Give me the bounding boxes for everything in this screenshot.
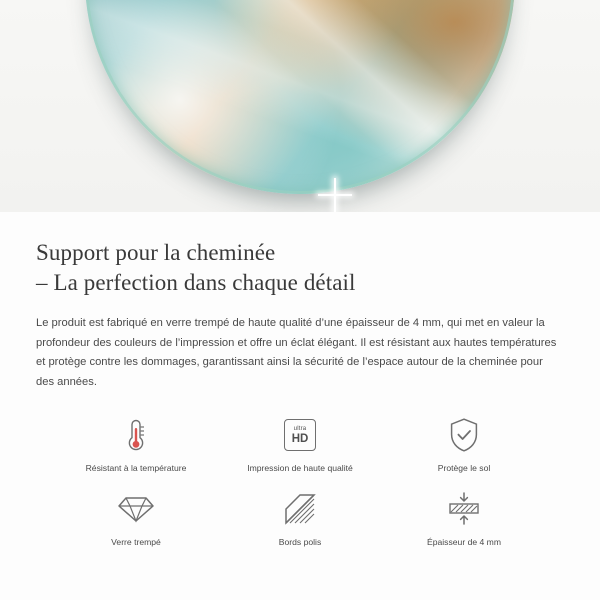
feature-item-print-quality bbox=[218, 414, 382, 474]
hero-image bbox=[0, 0, 600, 212]
ultra-hd-badge-top: ultra bbox=[293, 425, 307, 432]
page-title-line-2: – La perfection dans chaque détail bbox=[36, 270, 356, 295]
diamond-icon bbox=[117, 488, 155, 530]
description-paragraph: Le produit est fabriqué en verre trempé de haute qualité d’une épaisseur de 4 mm, qui met en valeur la profondeur des couleurs de l’impression et offre un éclat élégant. Il est résistant aux hautes températures et protège contre les dommages, garantissant ainsi la sécurité de l’espace autour de la cheminée pour des années. bbox=[36, 317, 557, 388]
content-block bbox=[0, 212, 600, 548]
feature-item-polished-edges bbox=[218, 488, 382, 548]
feature-label: Épaisseur de 4 mm bbox=[426, 537, 502, 547]
feature-item-temperature bbox=[54, 414, 218, 474]
shield-check-icon bbox=[448, 414, 480, 456]
polished-edges-icon bbox=[283, 488, 317, 530]
feature-label: Impression de haute qualité bbox=[247, 463, 353, 473]
feature-grid bbox=[36, 414, 564, 548]
ultra-hd-icon bbox=[284, 414, 316, 456]
round-glass-panel-image bbox=[85, 0, 515, 194]
feature-label: Résistant à la température bbox=[85, 463, 187, 473]
feature-label: Bords polis bbox=[278, 537, 322, 547]
page-title bbox=[36, 238, 564, 298]
page-title-line-1: Support pour la cheminée bbox=[36, 240, 276, 265]
feature-item-floor-protection bbox=[382, 414, 546, 474]
thickness-arrows-icon bbox=[444, 488, 484, 530]
feature-label: Protège le sol bbox=[437, 463, 491, 473]
thermometer-icon bbox=[123, 414, 149, 456]
feature-item-tempered-glass bbox=[54, 488, 218, 548]
ultra-hd-badge-bottom: HD bbox=[291, 432, 309, 445]
feature-item-thickness bbox=[382, 488, 546, 548]
feature-label: Verre trempé bbox=[111, 537, 161, 547]
